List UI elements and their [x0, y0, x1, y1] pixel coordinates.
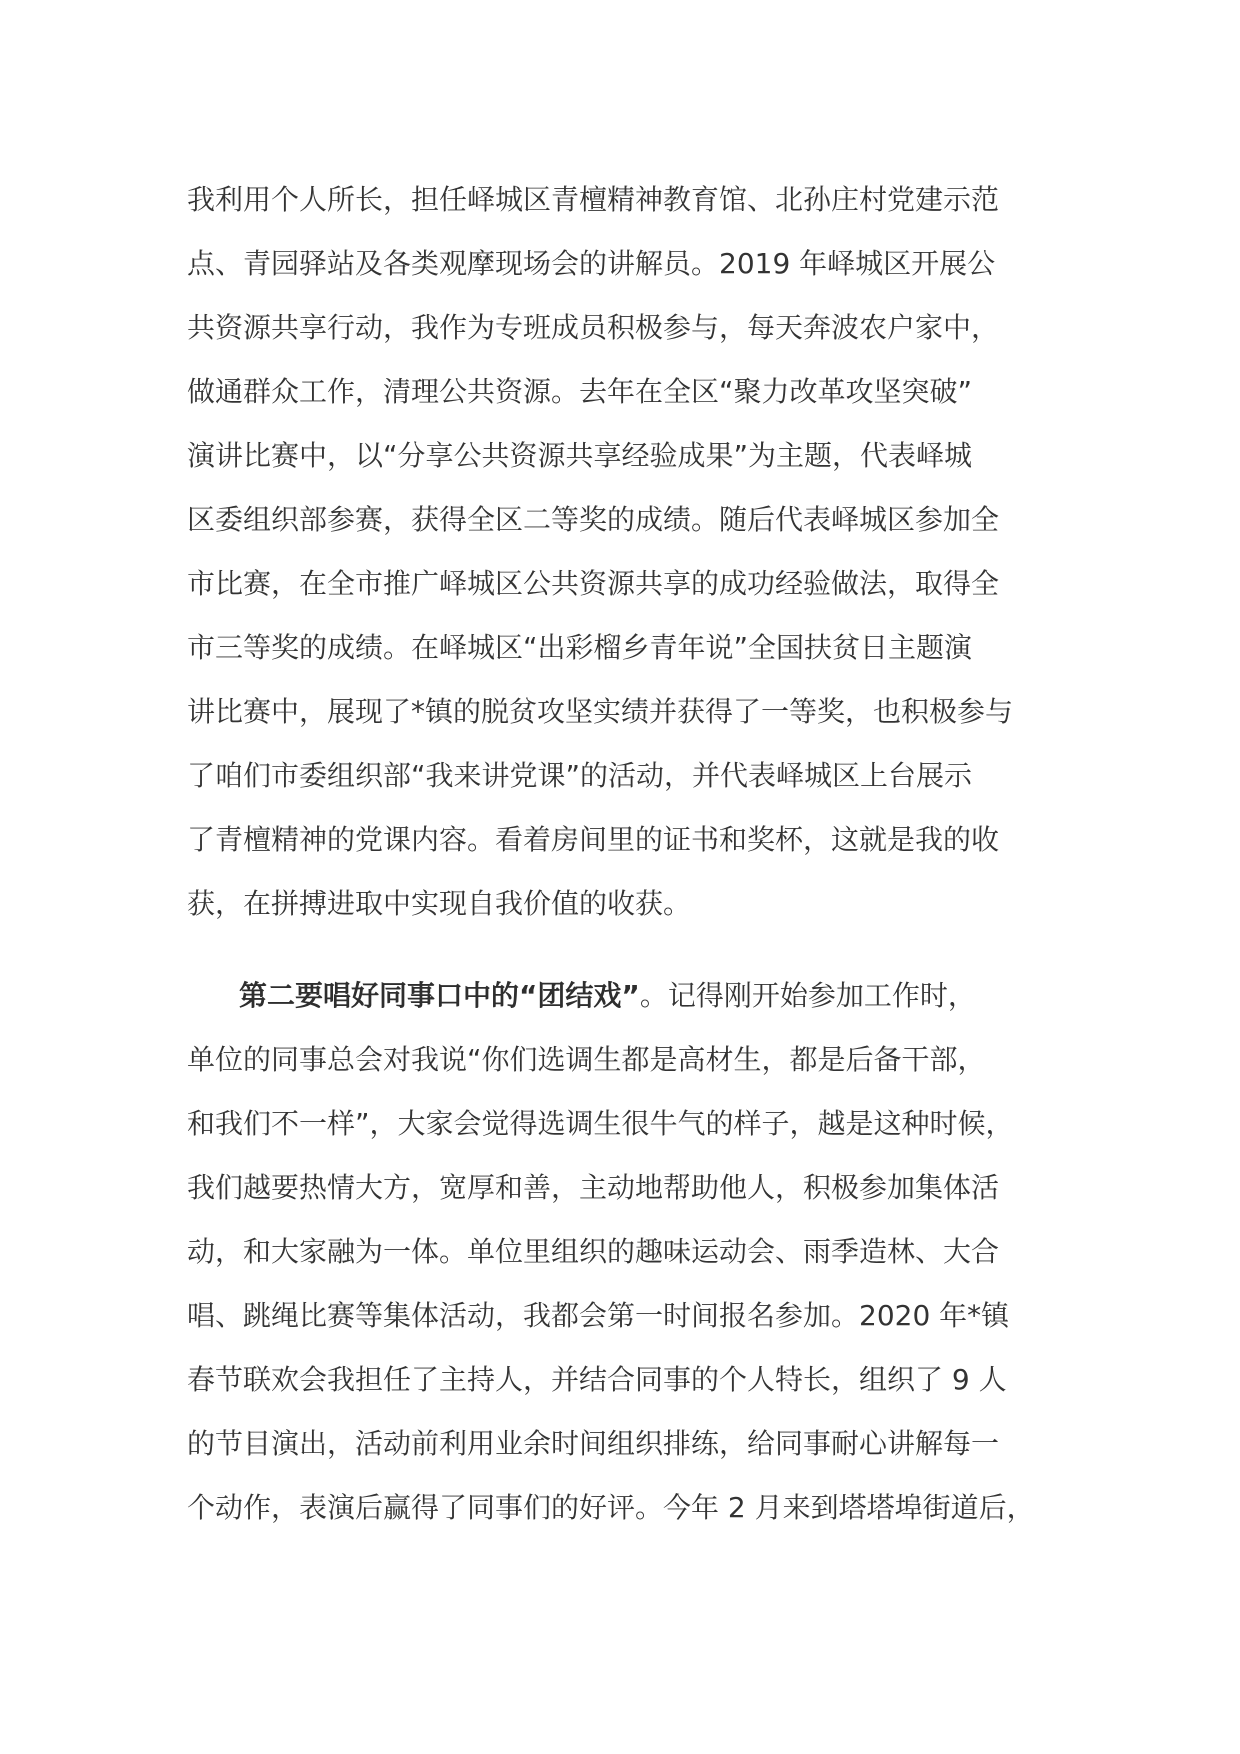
- text-line: 区委组织部参赛，获得全区二等奖的成绩。随后代表峄城区参加全: [187, 503, 1000, 536]
- text-line: 讲比赛中，展现了*镇的脱贫攻坚实绩并获得了一等奖，也积极参与: [187, 695, 1014, 728]
- text-line: 动，和大家融为一体。单位里组织的趣味运动会、雨季造林、大合: [187, 1235, 1000, 1268]
- first-line-text: 。记得刚开始参加工作时，: [639, 979, 976, 1012]
- text-line: 我们越要热情大方，宽厚和善，主动地帮助他人，积极参加集体活: [187, 1171, 1000, 1204]
- text-line: 做通群众工作，清理公共资源。去年在全区“聚力改革攻坚突破”: [187, 375, 973, 408]
- text-line: 共资源共享行动，我作为专班成员积极参与，每天奔波农户家中，: [187, 311, 1000, 344]
- paragraph-first-line: [187, 964, 1067, 1028]
- text-line: 的节目演出，活动前利用业余时间组织排练，给同事耐心讲解每一: [187, 1427, 1000, 1460]
- text-line: 获，在拼搏进取中实现自我价值的收获。: [187, 887, 692, 920]
- paragraph-2: [187, 964, 1067, 1540]
- text-line: 了咱们市委组织部“我来讲党课”的活动，并代表峄城区上台展示: [187, 759, 973, 792]
- text-line: 演讲比赛中，以“分享公共资源共享经验成果”为主题，代表峄城: [187, 439, 973, 472]
- text-line: 了青檀精神的党课内容。看着房间里的证书和奖杯，这就是我的收: [187, 823, 1000, 856]
- text-line: 我利用个人所长，担任峄城区青檀精神教育馆、北孙庄村党建示范: [187, 183, 1000, 216]
- text-line: 和我们不一样”，大家会觉得选调生很牛气的样子，越是这种时候，: [187, 1107, 1014, 1140]
- section-heading: 第二要唱好同事口中的“团结戏”: [239, 979, 640, 1012]
- text-line: 唱、跳绳比赛等集体活动，我都会第一时间报名参加。2020 年*镇: [187, 1299, 1010, 1332]
- text-line: 市三等奖的成绩。在峄城区“出彩榴乡青年说”全国扶贫日主题演: [187, 631, 973, 664]
- text-line: 春节联欢会我担任了主持人，并结合同事的个人特长，组织了 9 人: [187, 1363, 1007, 1396]
- text-line: 单位的同事总会对我说“你们选调生都是高材生，都是后备干部，: [187, 1043, 986, 1076]
- text-line: 点、青园驿站及各类观摩现场会的讲解员。2019 年峄城区开展公: [187, 247, 996, 280]
- paragraph-1: [187, 168, 1067, 936]
- text-line: 市比赛，在全市推广峄城区公共资源共享的成功经验做法，取得全: [187, 567, 1000, 600]
- text-line: 个动作，表演后赢得了同事们的好评。今年 2 月来到塔塔埠街道后，: [187, 1491, 1035, 1524]
